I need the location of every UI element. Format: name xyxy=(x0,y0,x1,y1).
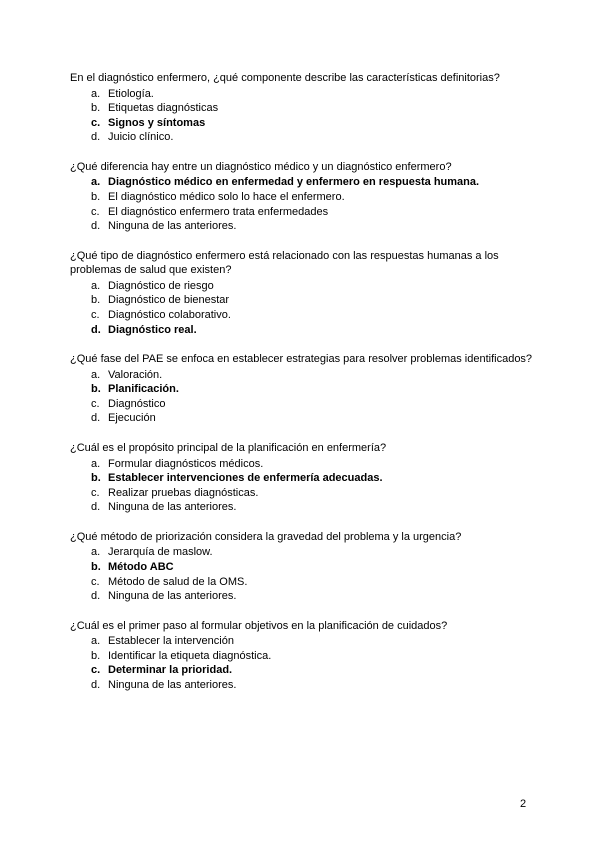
option-b xyxy=(70,293,540,308)
option-text: El diagnóstico médico solo lo hace el enfermero. xyxy=(108,190,345,203)
option-text: Realizar pruebas diagnósticas. xyxy=(108,486,259,499)
option-letter: b. xyxy=(91,294,101,307)
options-list xyxy=(70,368,540,426)
option-letter: b. xyxy=(91,560,101,573)
option-text: El diagnóstico enfermero trata enfermedades xyxy=(108,205,329,218)
question-block xyxy=(70,619,540,693)
document-page xyxy=(70,71,540,708)
question-text: En el diagnóstico enfermero, ¿qué componente describe las características definitorias? xyxy=(70,72,500,84)
option-text: Ninguna de las anteriores. xyxy=(108,501,237,514)
question-text: ¿Cuál es el propósito principal de la planificación en enfermería? xyxy=(70,442,387,454)
option-letter: c. xyxy=(91,308,100,321)
option-letter: c. xyxy=(91,664,101,677)
question-block xyxy=(70,160,540,234)
option-text: Determinar la prioridad. xyxy=(108,664,233,677)
question-text: ¿Cuál es el primer paso al formular objetivos en la planificación de cuidados? xyxy=(70,619,448,632)
option-c-correct xyxy=(70,116,540,131)
option-letter: a. xyxy=(91,457,101,470)
option-b-correct xyxy=(70,382,540,397)
option-letter: c. xyxy=(91,486,100,499)
options-list xyxy=(70,279,540,337)
option-d xyxy=(70,411,540,426)
option-d xyxy=(70,500,540,515)
option-text: Etiquetas diagnósticas xyxy=(108,102,219,115)
option-letter: c. xyxy=(91,116,101,129)
option-c xyxy=(70,486,540,501)
option-a xyxy=(70,457,540,472)
option-b-correct xyxy=(70,471,540,486)
option-letter: b. xyxy=(91,472,101,485)
option-letter: b. xyxy=(91,190,101,203)
option-letter: a. xyxy=(91,279,101,292)
option-text: Método de salud de la OMS. xyxy=(108,575,248,588)
question-block xyxy=(70,530,540,604)
option-letter: d. xyxy=(91,501,101,514)
question-block xyxy=(70,441,540,515)
option-text: Formular diagnósticos médicos. xyxy=(108,457,264,470)
option-a-correct xyxy=(70,175,540,190)
option-letter: d. xyxy=(91,412,101,425)
option-c-correct xyxy=(70,663,540,678)
option-letter: d. xyxy=(91,220,101,233)
option-text: Establecer intervenciones de enfermería adecuadas. xyxy=(108,472,383,485)
option-text: Diagnóstico médico en enfermedad y enfermero en respuesta humana. xyxy=(108,176,480,189)
options-list xyxy=(70,87,540,145)
option-a xyxy=(70,368,540,383)
options-list xyxy=(70,457,540,515)
option-text: Método ABC xyxy=(108,560,174,573)
question-block xyxy=(70,352,540,426)
option-d xyxy=(70,219,540,234)
option-text: Jerarquía de maslow. xyxy=(108,546,213,559)
options-list xyxy=(70,634,540,692)
option-letter: a. xyxy=(91,176,101,189)
option-b-correct xyxy=(70,560,540,575)
option-text: Diagnóstico de bienestar xyxy=(108,294,230,307)
option-b xyxy=(70,649,540,664)
option-d xyxy=(70,589,540,604)
option-d-correct xyxy=(70,323,540,338)
option-letter: a. xyxy=(91,368,101,381)
option-letter: c. xyxy=(91,205,100,218)
option-letter: c. xyxy=(91,575,100,588)
question-text: ¿Qué fase del PAE se enfoca en establecer estrategias para resolver problemas identificados? xyxy=(70,353,533,366)
option-text: Diagnóstico xyxy=(108,397,166,410)
option-b xyxy=(70,190,540,205)
question-block xyxy=(70,71,540,145)
option-letter: d. xyxy=(91,131,101,144)
option-text: Etiología. xyxy=(108,87,154,100)
option-text: Diagnóstico de riesgo xyxy=(108,279,214,292)
question-block xyxy=(70,249,540,337)
option-a xyxy=(70,545,540,560)
option-text: Diagnóstico real. xyxy=(108,323,197,336)
question-text: ¿Qué tipo de diagnóstico enfermero está relacionado con las respuestas humanas a los problemas de salud que existen? xyxy=(70,249,499,277)
option-b xyxy=(70,101,540,116)
option-a xyxy=(70,87,540,102)
option-letter: b. xyxy=(91,102,101,115)
option-letter: d. xyxy=(91,679,101,692)
option-text: Planificación. xyxy=(108,383,179,396)
options-list xyxy=(70,545,540,603)
question-text: ¿Qué método de priorización considera la gravedad del problema y la urgencia? xyxy=(70,530,462,543)
option-letter: b. xyxy=(91,649,101,662)
option-letter: c. xyxy=(91,397,100,410)
option-text: Ninguna de las anteriores. xyxy=(108,679,237,692)
option-letter: a. xyxy=(91,546,101,559)
option-text: Juicio clínico. xyxy=(108,131,174,144)
options-list xyxy=(70,175,540,233)
option-a xyxy=(70,279,540,294)
option-text: Identificar la etiqueta diagnóstica. xyxy=(108,649,272,662)
option-letter: d. xyxy=(91,590,101,603)
option-text: Establecer la intervención xyxy=(108,635,234,648)
option-text: Diagnóstico colaborativo. xyxy=(108,308,231,321)
option-letter: a. xyxy=(91,635,101,648)
option-text: Signos y síntomas xyxy=(108,116,206,129)
option-text: Ejecución xyxy=(108,412,156,425)
option-c xyxy=(70,575,540,590)
option-text: Ninguna de las anteriores. xyxy=(108,220,237,233)
option-letter: b. xyxy=(91,383,101,396)
option-c xyxy=(70,397,540,412)
question-text: ¿Qué diferencia hay entre un diagnóstico médico y un diagnóstico enfermero? xyxy=(70,160,452,173)
option-d xyxy=(70,678,540,693)
option-c xyxy=(70,205,540,220)
option-d xyxy=(70,130,540,145)
option-letter: d. xyxy=(91,323,101,336)
page-number: 2 xyxy=(520,798,527,810)
option-c xyxy=(70,308,540,323)
option-text: Valoración. xyxy=(108,368,163,381)
option-letter: a. xyxy=(91,87,101,100)
option-a xyxy=(70,634,540,649)
option-text: Ninguna de las anteriores. xyxy=(108,590,237,603)
